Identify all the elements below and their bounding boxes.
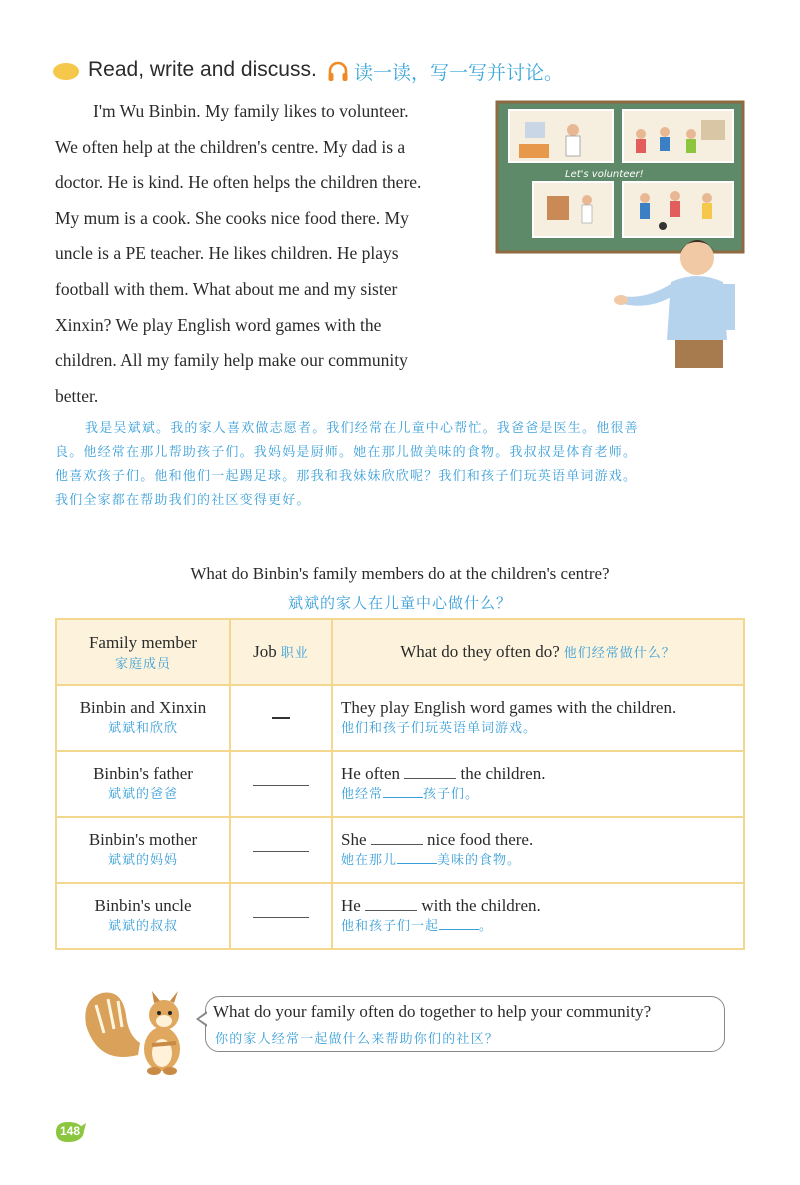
passage-line: better. <box>55 385 99 406</box>
translation-line: 良。他经常在那儿帮助孩子们。我妈妈是厨师。她在那儿做美味的食物。我叔叔是体育老师。 <box>55 445 638 460</box>
member-name-zh: 斌斌和欣欣 <box>107 721 178 736</box>
passage-line: uncle is a PE teacher. He likes children. He plays <box>55 243 399 264</box>
table-row: Binbin's father 斌斌的爸爸 He often the children. 他经常 孩子们。 <box>56 751 744 817</box>
headphones-icon[interactable] <box>326 60 350 84</box>
passage-line: I'm Wu Binbin. My family likes to volunteer. <box>93 101 409 121</box>
member-name-zh: 斌斌的妈妈 <box>107 853 178 868</box>
table-row: Binbin's mother 斌斌的妈妈 She nice food there. 她在那儿 美味的食物。 <box>56 817 744 883</box>
member-name: Binbin and Xinxin <box>79 698 207 717</box>
job-blank[interactable] <box>253 783 309 786</box>
header-job: Job 职业 <box>230 619 332 685</box>
activity-text: They play English word games with the children. <box>341 698 677 717</box>
table-question: What do Binbin's family members do at the children's centre? <box>190 564 610 583</box>
member-name-zh: 斌斌的爸爸 <box>107 787 178 802</box>
job-blank[interactable] <box>253 849 309 852</box>
squirrel-icon <box>78 985 198 1077</box>
job-blank[interactable] <box>253 915 309 918</box>
discussion-question: What do your family often do together to help your community? <box>213 1002 652 1021</box>
table-header-row <box>56 619 744 685</box>
member-name: Binbin's mother <box>88 830 198 849</box>
activity-blank-zh[interactable] <box>397 863 437 864</box>
bullet-icon <box>53 63 79 80</box>
header-activity: What do they often do? 他们经常做什么？ <box>332 619 744 685</box>
table-row: Binbin's uncle 斌斌的叔叔 He with the children. 他和孩子们一起 。 <box>56 883 744 949</box>
passage-translation <box>55 417 755 513</box>
activity-blank[interactable] <box>404 778 456 779</box>
translation-line: 我是吴斌斌。我的家人喜欢做志愿者。我们经常在儿童中心帮忙。我爸爸是医生。他很善 <box>85 421 639 436</box>
section-title: Read, write and discuss. <box>88 58 317 81</box>
activity-blank[interactable] <box>365 910 417 911</box>
member-name-zh: 斌斌的叔叔 <box>107 919 178 934</box>
page-number: 148 <box>59 1124 81 1138</box>
passage-line: football with them. What about me and my sister <box>55 278 398 299</box>
volunteer-board-illustration <box>495 100 745 368</box>
job-dash <box>272 717 290 719</box>
activity-blank[interactable] <box>371 844 423 845</box>
passage-line: children. All my family help make our community <box>55 350 408 371</box>
section-title-zh: 读一读，写一写并讨论。 <box>354 62 564 84</box>
family-jobs-table <box>55 618 745 950</box>
translation-line: 我们全家都在帮助我们的社区变得更好。 <box>55 493 311 508</box>
table-question-zh: 斌斌的家人在儿童中心做什么？ <box>287 594 512 612</box>
activity-text-zh: 他们和孩子们玩英语单词游戏。 <box>341 721 538 736</box>
member-name: Binbin's uncle <box>94 896 192 915</box>
passage-line: We often help at the children's centre. My dad is a <box>55 136 406 157</box>
passage-line: Xinxin? We play English word games with the <box>55 314 382 335</box>
activity-blank-zh[interactable] <box>383 797 423 798</box>
discussion-question-zh: 你的家人经常一起做什么来帮助你们的社区？ <box>215 1032 500 1047</box>
passage-line: doctor. He is kind. He often helps the children there. <box>55 172 422 193</box>
activity-blank-zh[interactable] <box>439 929 479 930</box>
board-caption: Let's volunteer! <box>565 169 644 180</box>
member-name: Binbin's father <box>93 764 193 783</box>
translation-line: 他喜欢孩子们。他和他们一起踢足球。那我和我妹妹欣欣呢？我们和孩子们玩英语单词游戏。 <box>55 469 638 484</box>
header-member: Family member 家庭成员 <box>56 619 230 685</box>
reading-passage <box>55 94 475 414</box>
passage-line: My mum is a cook. She cooks nice food there. My <box>55 207 409 228</box>
table-row <box>56 685 744 751</box>
